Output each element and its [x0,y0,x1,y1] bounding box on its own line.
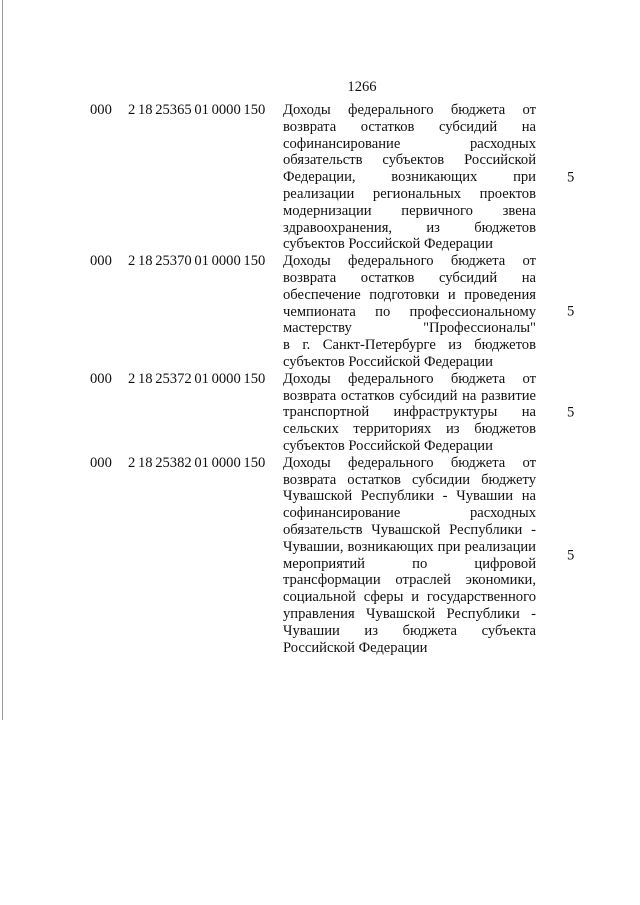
description-line: возврата остатков субсидий на развитие [283,387,536,404]
description-line: Чувашии из бюджета субъекта [283,622,536,639]
budget-classification-code: 2 18 25365 01 0000 150 [128,102,266,118]
description-line: возврата остатков субсидии бюджету [283,471,536,488]
norm-value: 5 [567,169,575,186]
budget-classification-code: 2 18 25372 01 0000 150 [128,370,266,387]
budget-classification-code: 2 18 25382 01 0000 150 [128,454,266,471]
table-row [90,371,590,455]
page-number: 1266 [347,79,377,95]
description-line: в г. Санкт-Петербурге из бюджетов [283,337,536,354]
description-line: субъектов Российской Федерации [283,353,493,370]
description-line: Чувашской Республики - Чувашии на [283,488,536,505]
income-description [283,253,536,371]
description-line: Доходы федерального бюджета от [283,370,536,387]
description-line: транспортной инфраструктуры на [283,404,536,421]
budget-classification-code: 2 18 25370 01 0000 150 [128,253,266,270]
norm-value: 5 [567,547,575,564]
table-row [90,102,590,253]
description-line: чемпионата по профессиональному [283,303,536,320]
income-description [283,371,536,455]
description-line: софинансирование расходных [283,505,536,522]
scan-edge-line [2,0,3,720]
description-line: субъектов Российской Федерации [283,236,493,253]
budget-code-table [90,102,590,656]
description-line: Федерации, возникающих при [283,169,536,186]
description-line: обязательств Чувашской Республики - [283,521,536,538]
description-line: обеспечение подготовки и проведения [283,286,536,303]
admin-code: 000 [90,370,112,387]
description-line: Российской Федерации [283,639,428,656]
description-line: Доходы федерального бюджета от [283,454,536,471]
description-line: возврата остатков субсидий на [283,269,536,286]
table-row [90,455,590,657]
description-line: мероприятий по цифровой [283,555,536,572]
description-line: мастерству "Профессионалы" [283,320,536,337]
description-line: сельских территориях из бюджетов [283,421,536,438]
income-description [283,455,536,657]
description-line: субъектов Российской Федерации [283,437,493,454]
description-line: софинансирование расходных [283,135,536,152]
admin-code: 000 [90,253,112,270]
description-line: здравоохранения, из бюджетов [283,219,536,236]
description-line: социальной сферы и государственного [283,589,536,606]
description-line: модернизации первичного звена [283,202,536,219]
description-line: обязательств субъектов Российской [283,152,536,169]
admin-code: 000 [90,454,112,471]
table-row [90,253,590,371]
norm-value: 5 [567,303,575,320]
description-line: управления Чувашской Республики - [283,605,536,622]
description-line: трансформации отраслей экономики, [283,572,536,589]
income-description [283,102,536,253]
norm-value: 5 [567,404,575,421]
description-line: Чувашии, возникающих при реализации [283,538,536,555]
description-line: возврата остатков субсидий на [283,118,536,135]
description-line: реализации региональных проектов [283,185,536,202]
description-line: Доходы федерального бюджета от [283,253,536,270]
admin-code: 000 [90,102,112,118]
description-line: Доходы федерального бюджета от [283,102,536,118]
